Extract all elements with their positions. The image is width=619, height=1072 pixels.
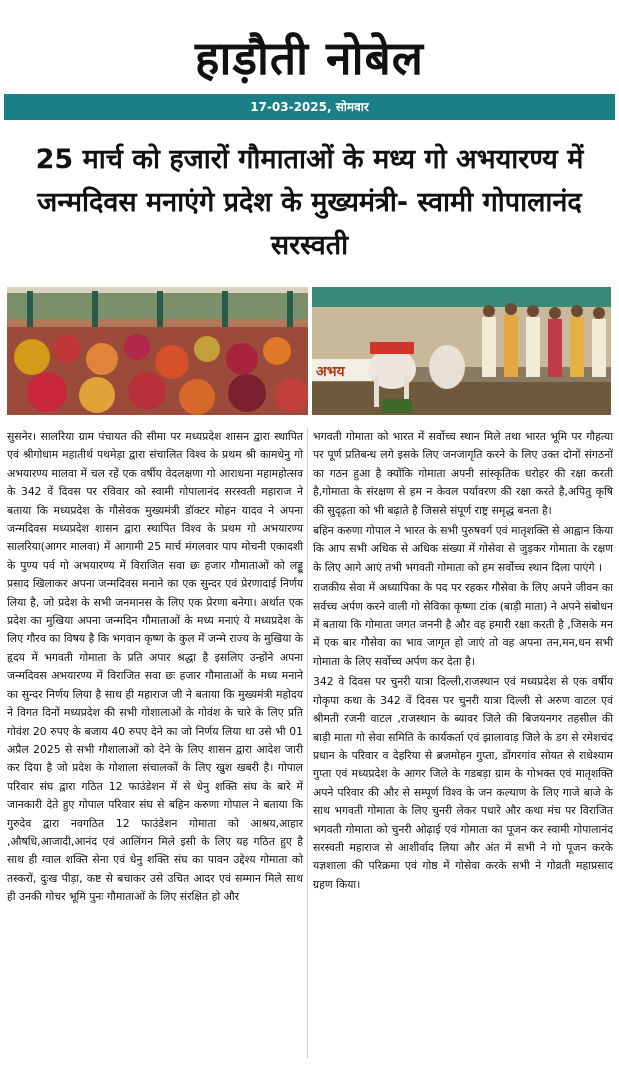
banner-text: अभय xyxy=(316,364,345,380)
article-paragraph: राजकीय सेवा में अध्यापिका के पद पर रहकर गौसेवा के लिए अपने जीवन का सर्वच्च अर्पण करने वाली गो सेविका कृष्णा टांक (बाड़ी माता) ने अपने संबोधन में बताया कि गोमाता जगत जननी है और वह हमारी रक्षा करती है ,जिसके मन में एक बार गौसेवा का भाव जागृत हो जाएं तो वह अपना तन,मन,धन सभी गोमाता के लिए सर्वोच्च अर्पण कर देता है। xyxy=(313,581,613,668)
article-paragraph: बहिन करुणा गोपाल ने भारत के सभी पुरुषवर्ग एवं मातृशक्ति से आह्वान किया कि आप सभी अधिक से अधिक संख्या में गोसेवा से जुड़कर गोमाता के रक्षण के लिए आगे आएं तभी भगवती गोमाता को हम सर्वोच्च स्थान दिला पाएंगे । xyxy=(313,524,613,574)
article-left-text: सुसनेर। सालरिया ग्राम पंचायत की सीमा पर मध्यप्रदेश शासन द्वारा स्थापित एवं श्रीगोधाम महातीर्थ पथमेड़ा द्वारा संचालित विश्व के प्रथम श्री कामधेनु गो अभयारण्य मालवा में चल रहें एक वर्षीय वेदलक्षणा गो आराधना महामहोत्सव के 342 वें दिवस पर रविवार को स्वामी गोपालानंद सरस्वती महाराज ने बताया कि मध्यप्रदेश के गौसेवक मुख्यमंत्री डॉक्टर मोहन यादव ने अपना जन्मदिवस मध्यप्रदेश शासन द्वारा स्थापित विश्व के प्रथम गो अभयारण्य सालरिया(आगर मालवा) में आगामी 25 मार्च मंगलवार पाप मोचनी एकादशी के पुण्य पर्व गो अभयारण्य में विराजित सवा छः हजार गौमाताओं को लड्डू प्रसाद खिलाकर अपना जन्मदिवस मनाने का एक सुन्दर एवं प्रेरणादाई निर्णय लिया है, जो प्रदेश के सभी जनमानस के लिए एक प्रेरणा बनेगा। अर्थात एक प्रदेश का मुखिया अपना जन्मदिन गौमाताओं के मध्य मनाएं ये मध्यप्रदेश के लिए गौरव का विषय है कि भगवान कृष्ण के कुल में जन्मे राज्य के मुखिया के हृदय में भगवती गोमाता के प्रति अपार श्रद्धा है इसलिए उन्होंने अपना जन्मदिवस अभयारण्य में विराजित सवा छः हजार गौमाताओं के मध्य मनाने का सुन्दर निर्णय लिया है साथ ही महाराज जी ने बताया कि मुख्यमंत्री महोदय ने विगत दिनों मध्यप्रदेश की सभी गोशालाओं के गोवंश के चारे के लिए प्रति गोवंश 20 रुपए के बजाय 40 रुपए देने का जो निर्णय लिया था उसे भी 01 अप्रैल 2025 से सभी गौशालाओं को देने के लिए शासन द्वारा आदेश जारी कर दिया है जो प्रदेश के गोशाला संचालकों के लिए खुश खबरी है। गोपाल परिवार संघ द्वारा गठित 12 फाउंडेशन में से धेनु शक्ति संघ के बारे में जानकारी देते हुए गोपाल परिवार संघ से बहिन करुणा गोपाल ने बताया कि गुरुदेव द्वारा नवगठित 12 फाउंडेशन गोमाता को आश्रय,आहार ,औषधि,आजादी,आनंद एवं आलिंगन मिले इसी के लिए यह गठित हुए है साथ ही ग्वाल शक्ति सेना एवं धेनु शक्ति संघ का पावन उद्देश्य गोमाता को तस्करों, दुःख पीड़ा, कष्ट से बचाकर उसे उचित आदर एवं सम्मान मिले साथ ही उनकी गोचर भूमि पुनः गौमाताओं के लिए संरक्षित हो और xyxy=(7,430,303,904)
masthead-title: हाड़ौती नोबेल xyxy=(195,31,424,85)
photo-women-gathering xyxy=(7,287,308,415)
article-paragraph: भगवती गोमाता को भारत में सर्वोच्च स्थान मिले तथा भारत भूमि पर गौहत्या पर पूर्ण प्रतिबन्ध लगे इसके लिए जनजागृति करने के लिए उक्त दोनों संगठनों का गठन हुआ है क्योंकि गोमाता अपनी सांस्कृतिक धरोहर की रक्षा करती है,गोमाता के संरक्षण से हम न केवल पर्यावरण की रक्षा करते है,अपितु कृषि की सुदृढ़ता को भी बढ़ाते है जिससे संपूर्ण राष्ट्र समृद्ध बनता है। xyxy=(313,430,613,517)
article-paragraph: 342 वे दिवस पर चुनरी यात्रा दिल्ली,राजस्थान एवं मध्यप्रदेश से एक वर्षीय गोकृपा कथा के 342 वें दिवस पर चुनरी यात्रा दिल्ली से अरुण वाटल एवं श्रीमती रजनी वाटल ,राजस्थान के ब्यावर जिले की बिजयनगर तहसील की बाड़ी माता गो सेवा समिति के कार्यकर्ता एवं झालावाड़ जिले के डग से रमेशचंद प्रधान के परिवार व देहरिया से ब्रजमोहन गुप्ता, डोंगरगांव सोयत से राधेश्याम गुप्ता एवं मध्यप्रदेश के आगर जिले के गडबड़ा ग्राम के गोभक्त एवं मातृशक्ति अपने परिवार की और से सम्पूर्ण विश्व के जन कल्याण के लिए गाजे बाजे के साथ भगवती गोमाता के लिए चुनरी लेकर पधारे और कथा मंच पर विराजित भगवती गोमाता को चुनरी ओढ़ाई एवं गोमाता का पूजन कर स्वामी गोपालानंद सरस्वती महाराज से आशीर्वाद लिया और अंत में सभी ने गो पूजन करके यज्ञशाला की परिक्रमा एवं गोष्ठ में गोसेवा करके सभी ने गोव्रती महाप्रसाद ग्रहण किया। xyxy=(313,675,613,891)
article-column-right xyxy=(313,428,613,896)
photo-cow-worship xyxy=(312,287,611,415)
column-divider xyxy=(307,428,308,1058)
article-column-left xyxy=(7,428,303,909)
date-bar: 17-03-2025, सोमवार xyxy=(4,94,615,120)
headline: 25 मार्च को हजारों गौमाताओं के मध्य गो अभयारण्य में जन्मदिवस मनाएंगे प्रदेश के मुख्यमंत्री- स्वामी गोपालानंद सरस्वती xyxy=(35,144,584,261)
